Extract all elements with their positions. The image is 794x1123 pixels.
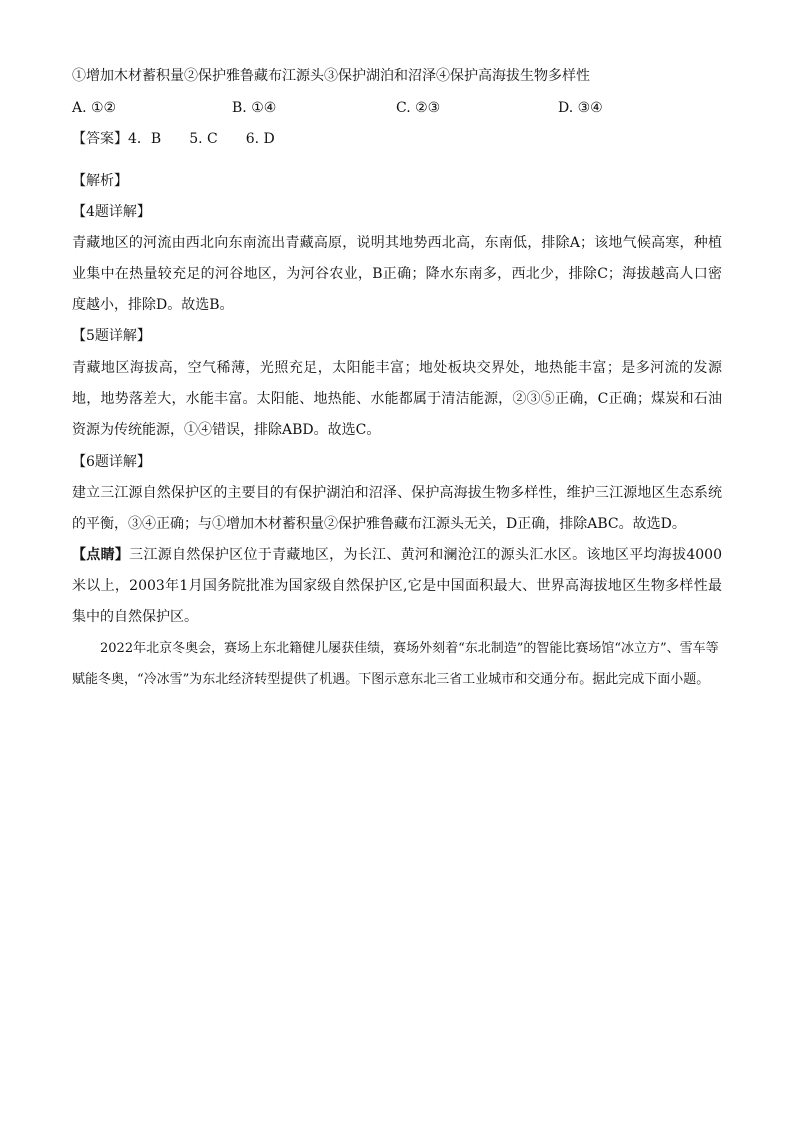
option-b: B. ①④ bbox=[232, 100, 277, 116]
key-point-text: 三江源自然保护区位于青藏地区，为长江、黄河和澜沧江的源头汇水区。该地区平均海拔4000米以上，2003年1月国务院批准为国家级自然保护区,它是中国面积最大、世界高海拔地区生物多样性最集中的自然保护区。 bbox=[72, 547, 722, 625]
q6-explanation: 建立三江源自然保护区的主要目的有保护湖泊和沼泽、保护高海拔生物多样性，维护三江源地区生态系统的平衡，③④正确；与①增加木材蓄积量②保护雅鲁藏布江源头无关，D正确，排除ABC。故选D。 bbox=[72, 485, 722, 532]
option-d: D. ③④ bbox=[558, 100, 603, 116]
q4-explanation: 青藏地区的河流由西北向东南流出青藏高原，说明其地势西北高，东南低，排除A；该地气候高寒，种植业集中在热量较充足的河谷地区，为河谷农业，B正确；降水东南多，西北少，排除C；海拔越高人口密度越小，排除D。故选B。 bbox=[72, 235, 722, 313]
analysis-tag: 【解析】 bbox=[72, 173, 128, 189]
answer-tag: 【答案】 bbox=[72, 131, 128, 147]
q5-explanation: 青藏地区海拔高，空气稀薄，光照充足，太阳能丰富；地处板块交界处，地热能丰富；是多河流的发源地，地势落差大，水能丰富。太阳能、地热能、水能都属于清洁能源，②③⑤正确，C正确；煤炭和石油资源为传统能源，①④错误，排除ABD。故选C。 bbox=[72, 360, 722, 438]
key-point-tag: 【点睛】 bbox=[72, 547, 130, 563]
next-question-intro: 2022年北京冬奥会，赛场上东北籍健儿屡获佳绩，赛场外刻着“东北制造”的智能比赛场馆“冰立方”、雪车等赋能冬奥，“冷冰雪”为东北经济转型提供了机遇。下图示意东北三省工业城市和交通分布。据此完成下面小题。 bbox=[72, 641, 719, 687]
key-point bbox=[72, 540, 722, 633]
q4-heading: 【4题详解】 bbox=[72, 204, 151, 220]
answer-text: 4．B 5. C 6. D bbox=[128, 131, 275, 147]
q6-heading: 【6题详解】 bbox=[72, 454, 151, 470]
option-a: A. ①② bbox=[72, 100, 117, 116]
q5-heading: 【5题详解】 bbox=[72, 328, 151, 344]
option-c: C. ②③ bbox=[396, 100, 441, 116]
question-statements: ①增加木材蓄积量②保护雅鲁藏布江源头③保护湖泊和沼泽④保护高海拔生物多样性 bbox=[72, 68, 590, 84]
answer-line bbox=[72, 129, 275, 149]
